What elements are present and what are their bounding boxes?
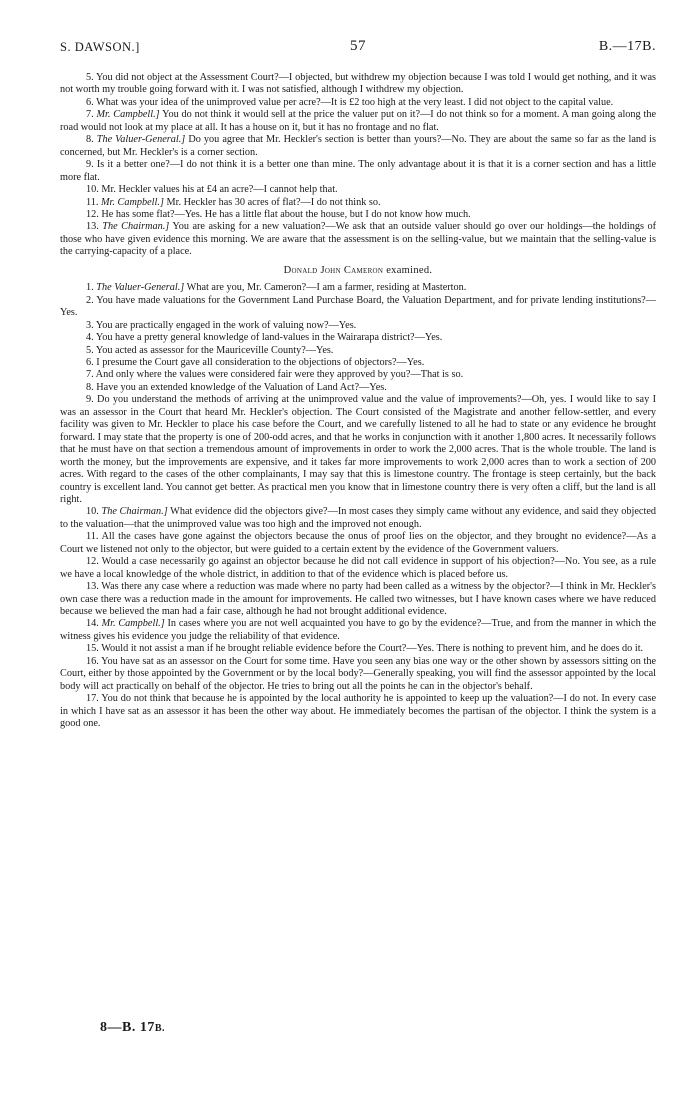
page-header bbox=[60, 38, 656, 58]
paragraph-text: 13. Was there any case where a reduction was made where no party had been called as a witness by the objector?—I think in Mr. Heckler's own case there was a reduction made in the amount for improvements. He called two witnesses, but I have known cases where we have reduced because we believed the man had a fair case, although he had not brought additional evidence. bbox=[60, 581, 656, 618]
question-number: 13. bbox=[86, 221, 103, 233]
question-paragraph bbox=[60, 382, 656, 394]
question-paragraph bbox=[60, 134, 656, 159]
question-number: 1. bbox=[86, 282, 97, 294]
paragraph-text: 4. You have a pretty general knowledge of land-values in the Wairarapa district?—Yes. bbox=[86, 332, 443, 344]
paragraph-text: 5. You acted as assessor for the Mauriceville County?—Yes. bbox=[86, 344, 334, 356]
speaker-label: The Chairman.] bbox=[101, 506, 168, 518]
speaker-label: The Valuer-General.] bbox=[96, 134, 186, 146]
body-text bbox=[60, 72, 656, 731]
paragraph-text: 9. Do you understand the methods of arriving at the unimproved value and the value of improvements?—Oh, yes. I would like to say I was an assessor in the Court that heard Mr. Heckler's objection. The Court consisted of the Magistrate and another fellow-settler, and every facility was given to Mr. Heckler to place his case before the Court, and we carefully listened to all he had to state or any evidence he brought forward. I may state that the property is one of 200-odd acres, and that he works in conjunction with it another 1,800 acres. It necessarily follows that he must have on that section a tremendous amount of improvements in order to work the 2,000 acres. That is the whole trouble. The land is worth the money, but the improvements are expensive, and it takes far more improvements to work 2,000 acres than to work a section of 200 acres. With regard to the cases of the other complainants, I may say that this is limestone country. The frontage is steep certainly, but the back country is excellent land. You cannot get better. As practical men you know that in limestone country there is very often a cliff, but the land is all right. bbox=[60, 394, 656, 505]
paragraph-text: 15. Would it not assist a man if he brought reliable evidence before the Court?—Yes. There is nothing to prevent him, and he does do it. bbox=[86, 643, 644, 655]
question-paragraph bbox=[60, 643, 656, 655]
paragraph-text: 12. He has some flat?—Yes. He has a little flat about the house, but I do not know how much. bbox=[86, 208, 471, 220]
speaker-label: The Chairman.] bbox=[102, 221, 170, 233]
question-number: 8. bbox=[86, 134, 97, 146]
question-number: 7. bbox=[86, 109, 97, 121]
testimony-section-dawson bbox=[60, 72, 656, 259]
paragraph-text: 11. All the cases have gone against the objectors because the onus of proof lies on the objector, and they brought no evidence?—As a Court we listened not only to the objector, but were guided to a certain extent by the evidence of the Government valuers. bbox=[60, 531, 656, 555]
paragraph-text: Mr. Heckler has 30 acres of flat?—I do not think so. bbox=[163, 196, 381, 208]
page-number: 57 bbox=[350, 38, 366, 54]
paragraph-text: 8. Have you an extended knowledge of the Valuation of Land Act?—Yes. bbox=[86, 381, 387, 393]
signature-sub: B. bbox=[154, 1023, 166, 1034]
question-paragraph bbox=[60, 618, 656, 643]
paragraph-text: 2. You have made valuations for the Government Land Purchase Board, the Valuation Department, and for private lending institutions?—Yes. bbox=[60, 294, 656, 319]
question-paragraph bbox=[60, 506, 656, 531]
speaker-label: The Valuer-General.] bbox=[96, 282, 185, 294]
question-paragraph bbox=[60, 209, 656, 221]
speaker-label: Mr. Campbell.] bbox=[101, 618, 165, 630]
speaker-label: Mr. Campbell.] bbox=[96, 109, 160, 121]
question-paragraph bbox=[60, 72, 656, 97]
heading-suffix: examined. bbox=[383, 264, 433, 276]
paragraph-text: You are asking for a new valuation?—We ask that an outside valuer should go over our holdings—the holdings of those who have given evidence this morning. We are aware that the assessment is on the selling-value, but we maintain that the selling-value is the carrying-capacity of a place. bbox=[60, 221, 657, 258]
paragraph-text: 10. Mr. Heckler values his at £4 an acre?—I cannot help that. bbox=[86, 184, 338, 196]
question-paragraph bbox=[60, 394, 656, 506]
question-paragraph bbox=[60, 282, 656, 294]
paragraph-text: What are you, Mr. Cameron?—I am a farmer, residing at Masterton. bbox=[184, 282, 467, 294]
paragraph-text: 12. Would a case necessarily go against an objector because he did not call evidence in support of his objection?—No. You see, as a rule we have a local knowledge of the whole district, in addition to that of the evidence which is placed before us. bbox=[60, 556, 656, 580]
testimony-section-cameron bbox=[60, 282, 656, 730]
witness-name: Donald John Cameron bbox=[283, 264, 384, 276]
document-code: B.—17B. bbox=[598, 39, 656, 54]
question-paragraph bbox=[60, 369, 656, 381]
witness-heading bbox=[60, 265, 656, 277]
paragraph-text: 7. And only where the values were considered fair were they approved by you?—That is so. bbox=[86, 369, 464, 381]
question-paragraph bbox=[60, 531, 656, 556]
question-paragraph bbox=[60, 97, 656, 109]
paragraph-text: 9. Is it a better one?—I do not think it is a better one than mine. The only advantage about it is that it is a corner section and has a little more flat. bbox=[60, 159, 656, 183]
speaker-label: Mr. Campbell.] bbox=[101, 196, 164, 208]
paragraph-text: 17. You do not think that because he is appointed by the local authority he is appointed to keep up the valuation?—I do not. In every case in which I have sat as an assessor it has been the other way about. He immediately becomes the partisan of the objector. I think the system is a good one. bbox=[60, 693, 656, 730]
paragraph-text: 5. You did not object at the Assessment Court?—I objected, but withdrew my objection because I was told I would get nothing, and it was not worth my trouble going forward with it. I was not satisfied, although I withdrew my objection. bbox=[60, 72, 656, 96]
paragraph-text: 3. You are practically engaged in the work of valuing now?—Yes. bbox=[86, 319, 357, 331]
paragraph-text: You do not think it would sell at the price the valuer put on it?—I do not think so for a moment. A man going along the road would not look at my place at all. It has a house on it, but it has no frontage and no flat. bbox=[60, 109, 657, 133]
question-paragraph bbox=[60, 556, 656, 581]
signature-mark bbox=[100, 1020, 165, 1036]
question-paragraph bbox=[60, 109, 656, 134]
question-paragraph bbox=[60, 221, 656, 258]
paragraph-text: 6. I presume the Court gave all consideration to the objections of objectors?—Yes. bbox=[86, 356, 425, 368]
paragraph-text: In cases where you are not well acquainted you have to go by the evidence?—True, and from the manner in which the witness gives his evidence you judge the reliability of that evidence. bbox=[60, 618, 656, 642]
question-paragraph bbox=[60, 693, 656, 730]
paragraph-text: 6. What was your idea of the unimproved value per acre?—It is £2 too high at the very least. I did not object to the capital value. bbox=[86, 96, 614, 108]
question-paragraph bbox=[60, 581, 656, 618]
question-paragraph bbox=[60, 656, 656, 693]
question-paragraph bbox=[60, 159, 656, 184]
paragraph-text: 16. You have sat as an assessor on the Court for some time. Have you seen any bias one way or the other shown by assessors sitting on the Court, either by those appointed by the Government or by the local body?—Generally speaking, you will find the assessor appointed by the local body will act practically on behalf of the objector. He tries to bring out all the points he can in the objector's behalf. bbox=[60, 655, 656, 692]
question-number: 10. bbox=[86, 506, 102, 518]
question-number: 14. bbox=[86, 618, 102, 630]
question-number: 11. bbox=[86, 196, 101, 208]
question-paragraph bbox=[60, 345, 656, 357]
question-paragraph bbox=[60, 332, 656, 344]
question-paragraph bbox=[60, 320, 656, 332]
witness-name-header: S. DAWSON.] bbox=[60, 40, 140, 54]
paragraph-text: What evidence did the objectors give?—In most cases they simply came without any evidence, and said they objected to the valuation—that the unimproved value was too high and the improved not enough. bbox=[60, 506, 657, 530]
question-paragraph bbox=[60, 295, 656, 320]
question-paragraph bbox=[60, 197, 656, 209]
question-paragraph bbox=[60, 184, 656, 196]
signature-main: 8—B. 17 bbox=[100, 1020, 155, 1035]
paragraph-text: Do you agree that Mr. Heckler's section is better than yours?—No. They are about the same so far as the land is concerned, but Mr. Heckler's is a corner section. bbox=[60, 134, 657, 158]
question-paragraph bbox=[60, 357, 656, 369]
